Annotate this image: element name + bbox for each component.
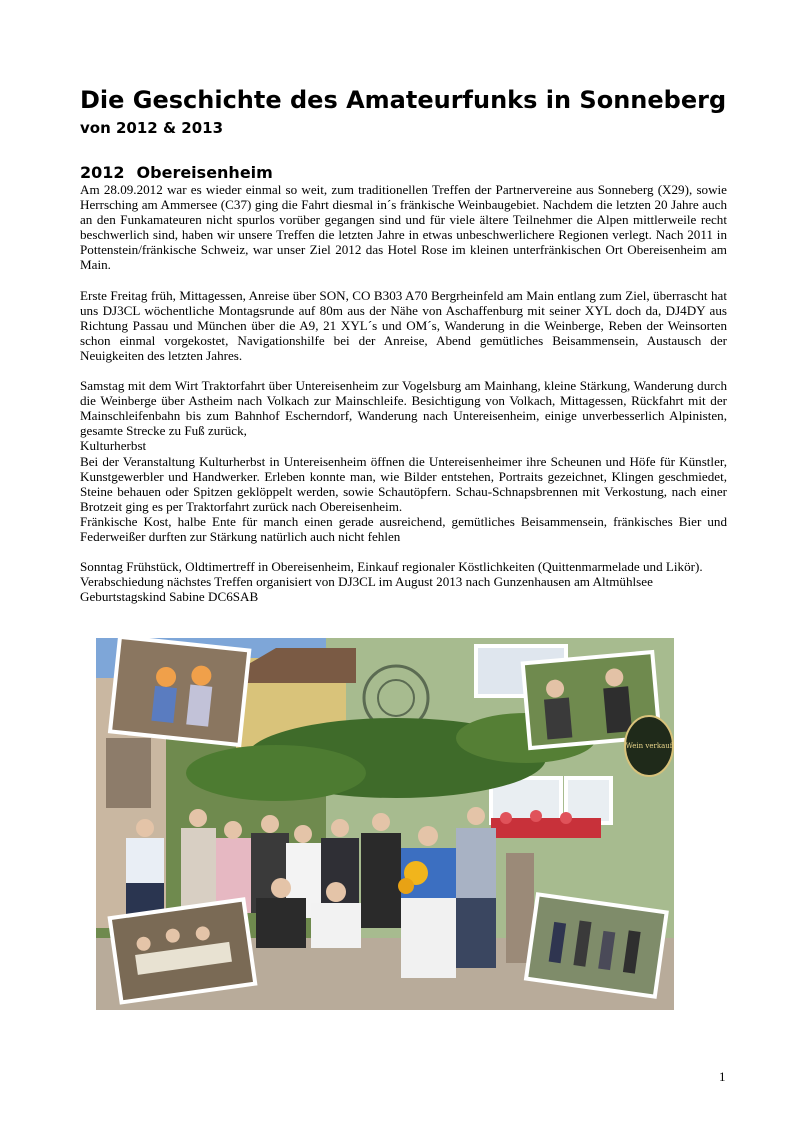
photo-collage	[96, 638, 674, 1010]
document-subtitle: von 2012 & 2013	[80, 119, 224, 137]
photo-collage-graphic	[96, 638, 674, 1010]
wine-sale-sign-text: Wein verkauf	[625, 742, 673, 750]
section-place: Obereisenheim	[136, 163, 273, 182]
line-sunday: Sonntag Frühstück, Oldtimertreff in Obereisenheim, Einkauf regionaler Köstlichkeiten (Quittenmarmelade und Likör).	[80, 559, 703, 575]
document-title: Die Geschichte des Amateurfunks in Sonneberg	[80, 86, 727, 114]
paragraph-saturday: Samstag mit dem Wirt Traktorfahrt über Untereisenheim zur Vogelsburg am Mainhang, kleine Stärkung, Wanderung durch die Weinberge über Astheim nach Volkach zur Mainschleife. Besichtigung von Volkach, Mittagessen, Rückfahrt mit der Mainschleifenbahn bis zum Bahnhof Escherndorf, Wanderung nach Untereisenheim, einige unverbesserlich Alpinisten, gesamte Strecke zu Fuß zurück,	[80, 378, 727, 439]
body-text	[80, 182, 727, 604]
section-heading	[80, 163, 273, 182]
paragraph-kost: Fränkische Kost, halbe Ente für manch einen gerade ausreichend, gemütliches Beisammensein, fränkisches Bier und Federweißer durften zur Stärkung natürlich auch nicht fehlen	[80, 513, 727, 544]
line-farewell: Verabschiedung nächstes Treffen organisiert von DJ3CL im August 2013 nach Gunzenhausen am Altmühlsee	[80, 574, 653, 590]
paragraph-kulturherbst: Bei der Veranstaltung Kulturherbst in Untereisenheim öffnen die Untereisenheimer ihre Scheunen und Höfe für Künstler, Kunstgewerbler und Handwerker. Erleben konnte man, wie Bilder entstehen, Portraits gezeichnet, Klingen geschmiedet, Steine behauen oder Spitzen geklöppelt werden, sowie Schautöpfern. Schau-Schnapsbrennen mit Verkostung, nach einer Brotzeit ging es per Traktorfahrt zurück nach Obereisenheim.	[80, 453, 727, 514]
kulturherbst-label: Kulturherbst	[80, 438, 147, 454]
paragraph-intro: Am 28.09.2012 war es wieder einmal so weit, zum traditionellen Treffen der Partnervereine aus Sonneberg (X29), sowie Herrsching am Ammersee (C37) ging die Fahrt diesmal in´s fränkische Weinbaugebiet. Nachdem die letzten 20 Jahre auch an den Funkamateuren nicht spurlos vorüber gegangen sind und für viele ältere Teilnehmer die Alpen mittlerweile recht beschwerlich sind, haben wir unsere Treffen die letzten Jahre in etwas unbeschwerlichere Regionen verlegt. Nach 2011 in Pottenstein/fränkische Schweiz, war unser Ziel 2012 das Hotel Rose im kleinen unterfränkischen Ort Obereisenheim am Main.	[80, 182, 727, 273]
line-birthday: Geburtstagskind Sabine DC6SAB	[80, 589, 259, 605]
page-number: 1	[719, 1069, 726, 1084]
section-year: 2012	[80, 163, 125, 182]
paragraph-friday: Erste Freitag früh, Mittagessen, Anreise über SON, CO B303 A70 Bergrheinfeld am Main entlang zum Ziel, überrascht hat uns DJ3CL wöchentliche Montagsrunde auf 80m aus der Nähe von Aschaffenburg mit seiner XYL doch da, DJ4DY aus Richtung Passau und München über die A9, 21 XYL´s und OM´s, Wanderung in die Weinberge, Reben der Weinsorten schon einmal vorgekostet, Navigationshilfe bei der Anreise, Abend gemütliches Beisammensein, Austausch der Neuigkeiten des letzten Jahres.	[80, 287, 727, 363]
